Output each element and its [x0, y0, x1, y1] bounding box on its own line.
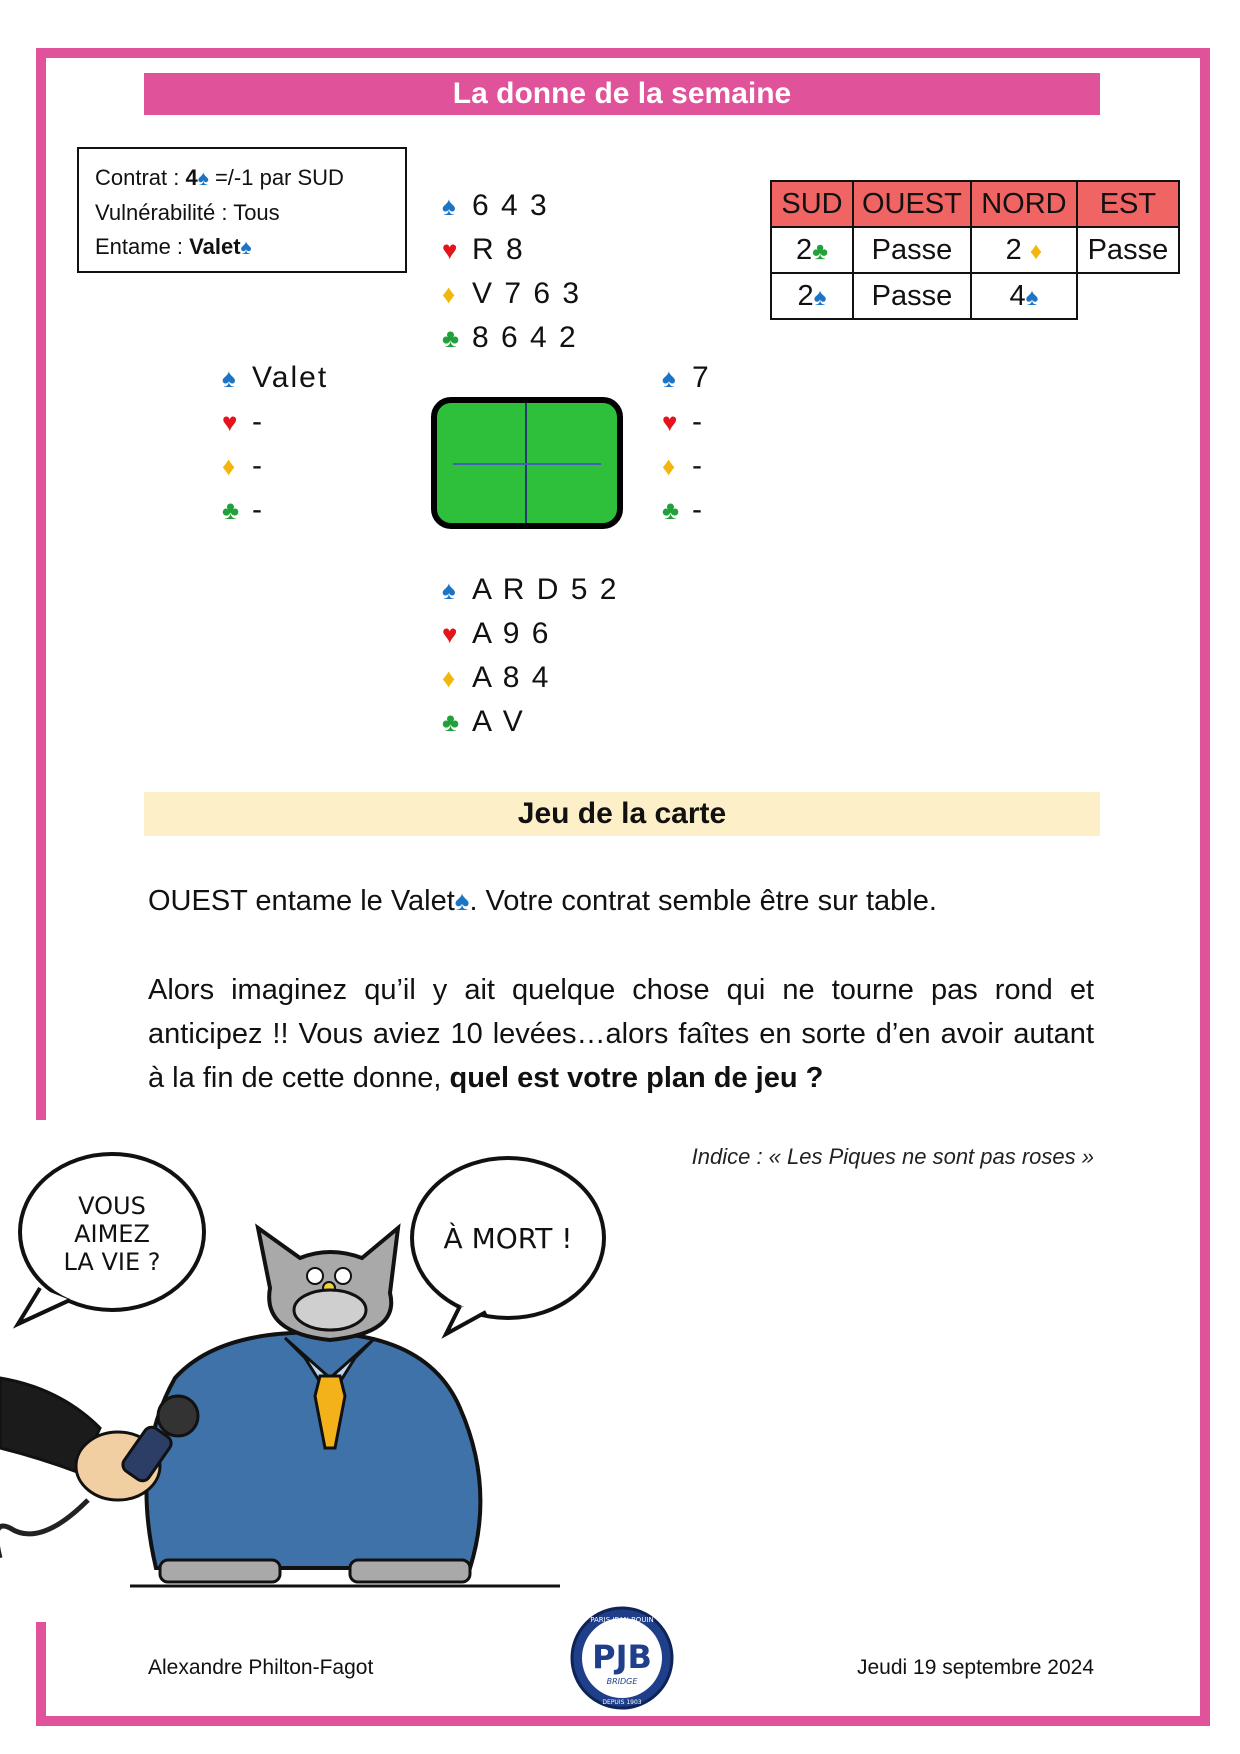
paragraph-plan	[148, 968, 1094, 1100]
bidding-row	[771, 227, 1179, 273]
club-icon: ♣	[812, 237, 828, 265]
bid-level: 2	[797, 279, 814, 312]
frame-right-border	[1200, 48, 1210, 1726]
svg-text:VOUS: VOUS	[78, 1192, 146, 1220]
east-hearts-cards: -	[692, 405, 704, 438]
lead-card: Valet	[189, 234, 241, 259]
bridge-table	[431, 397, 623, 529]
paragraph-plan-text: Alors imaginez qu’il y ait quelque chose qui ne tourne pas rond et anticipez !! Vous aviez 10 levées…alors faîtes en sorte d’en avoir autant à la fin de cette donne,	[148, 974, 1094, 1094]
paragraph-plan-question: quel est votre plan de jeu ?	[449, 1062, 824, 1094]
south-hand	[442, 568, 618, 744]
contract-label: Contrat :	[95, 165, 186, 190]
diamond-icon: ♦	[1029, 237, 1043, 265]
east-spades-cards: 7	[692, 361, 711, 394]
vulnerability-line: Vulnérabilité : Tous	[95, 200, 280, 225]
spade-icon: ♠	[197, 167, 209, 190]
west-hearts	[222, 400, 328, 444]
north-diamonds	[442, 272, 581, 316]
frame-bottom-border	[36, 1716, 1210, 1726]
heart-icon: ♥	[442, 619, 460, 649]
north-diamonds-cards: V 7 6 3	[472, 277, 582, 310]
diamond-icon: ♦	[442, 279, 458, 309]
south-spades	[442, 568, 618, 612]
south-hearts-cards: A 9 6	[472, 617, 551, 650]
south-clubs-cards: A V	[472, 705, 525, 738]
diamond-icon: ♦	[662, 451, 678, 481]
frame-left-border-lower	[36, 1622, 46, 1726]
lead-line	[95, 230, 389, 265]
frame-left-border	[36, 48, 46, 1120]
north-clubs-cards: 8 6 4 2	[472, 321, 578, 354]
bidding-cell: Passe	[1077, 227, 1179, 273]
east-clubs-cards: -	[692, 493, 704, 526]
north-spades-cards: 6 4 3	[472, 189, 549, 222]
club-icon: ♣	[442, 323, 462, 353]
table-horizontal-line	[453, 463, 601, 465]
club-logo	[560, 1606, 684, 1710]
spade-icon: ♠	[1025, 283, 1039, 311]
lead-label: Entame :	[95, 234, 190, 259]
spade-icon: ♠	[240, 236, 252, 259]
bidding-table	[770, 180, 1180, 320]
south-spades-cards: A R D 5 2	[472, 573, 619, 606]
west-clubs-cards: -	[252, 493, 264, 526]
contract-level: 4	[185, 165, 198, 190]
club-icon: ♣	[662, 495, 682, 525]
hint-text: Indice : « Les Piques ne sont pas roses »	[691, 1144, 1094, 1169]
paragraph-lead	[148, 879, 1094, 923]
east-diamonds	[662, 444, 711, 488]
svg-text:LA VIE ?: LA VIE ?	[63, 1248, 161, 1276]
east-spades	[662, 356, 711, 400]
spade-icon: ♠	[442, 191, 458, 221]
bidding-cell: Passe	[853, 273, 971, 319]
north-hearts-cards: R 8	[472, 233, 525, 266]
west-hearts-cards: -	[252, 405, 264, 438]
north-hearts	[442, 228, 581, 272]
east-clubs	[662, 488, 711, 532]
contract-box	[77, 147, 407, 273]
bidding-cell-empty	[1077, 273, 1179, 319]
diamond-icon: ♦	[442, 663, 458, 693]
bid-level: 2	[1005, 233, 1022, 266]
microphone-icon	[158, 1396, 198, 1436]
spade-icon: ♠	[442, 575, 458, 605]
club-icon: ♣	[442, 707, 462, 737]
club-icon: ♣	[222, 495, 242, 525]
bidding-cell	[971, 227, 1077, 273]
south-diamonds-cards: A 8 4	[472, 661, 551, 694]
svg-text:PJB: PJB	[592, 1638, 652, 1676]
bid-level: 4	[1009, 279, 1026, 312]
west-hand	[222, 356, 328, 532]
west-clubs	[222, 488, 328, 532]
paragraph-lead-text-a: OUEST entame le Valet	[148, 885, 455, 917]
svg-text:AIMEZ: AIMEZ	[74, 1220, 150, 1248]
svg-text:À MORT !: À MORT !	[443, 1222, 573, 1255]
north-clubs	[442, 316, 581, 360]
bidding-header-nord: NORD	[971, 181, 1077, 227]
bid-level: 2	[796, 233, 813, 266]
page-title: La donne de la semaine	[144, 73, 1100, 115]
paragraph-lead-text-b: . Votre contrat semble être sur table.	[469, 885, 937, 917]
footer-author: Alexandre Philton-Fagot	[148, 1656, 374, 1679]
bidding-cell	[771, 273, 853, 319]
bidding-cell	[971, 273, 1077, 319]
bidding-cell	[771, 227, 853, 273]
south-clubs	[442, 700, 618, 744]
spade-icon: ♠	[662, 363, 678, 393]
svg-text:DEPUIS 1903: DEPUIS 1903	[602, 1699, 642, 1706]
contract-line	[95, 161, 389, 196]
south-diamonds	[442, 656, 618, 700]
contract-rest: =/-1 par SUD	[208, 165, 344, 190]
east-hearts	[662, 400, 711, 444]
south-hearts	[442, 612, 618, 656]
heart-icon: ♥	[442, 235, 460, 265]
bidding-row	[771, 273, 1179, 319]
west-spades-cards: Valet	[252, 361, 329, 394]
bidding-header-ouest: OUEST	[853, 181, 971, 227]
bidding-header-est: EST	[1077, 181, 1179, 227]
bidding-header-row	[771, 181, 1179, 227]
spade-icon: ♠	[222, 363, 238, 393]
svg-text:BRIDGE: BRIDGE	[606, 1677, 638, 1686]
north-spades	[442, 184, 581, 228]
footer-date: Jeudi 19 septembre 2024	[857, 1656, 1094, 1679]
east-hand	[662, 356, 711, 532]
heart-icon: ♥	[222, 407, 240, 437]
north-hand	[442, 184, 581, 360]
heart-icon: ♥	[662, 407, 680, 437]
svg-text:PARIS JEAN BOUIN: PARIS JEAN BOUIN	[590, 1616, 654, 1624]
east-diamonds-cards: -	[692, 449, 704, 482]
west-spades	[222, 356, 328, 400]
spade-icon: ♠	[454, 885, 470, 916]
spade-icon: ♠	[813, 283, 827, 311]
cartoon-cat-illustration	[0, 1128, 640, 1598]
section-title: Jeu de la carte	[144, 792, 1100, 836]
bidding-header-sud: SUD	[771, 181, 853, 227]
diamond-icon: ♦	[222, 451, 238, 481]
speech-bubble-left	[18, 1154, 204, 1324]
bidding-cell: Passe	[853, 227, 971, 273]
west-diamonds-cards: -	[252, 449, 264, 482]
speech-bubble-right	[412, 1158, 604, 1334]
west-diamonds	[222, 444, 328, 488]
frame-top-border	[36, 48, 1210, 58]
